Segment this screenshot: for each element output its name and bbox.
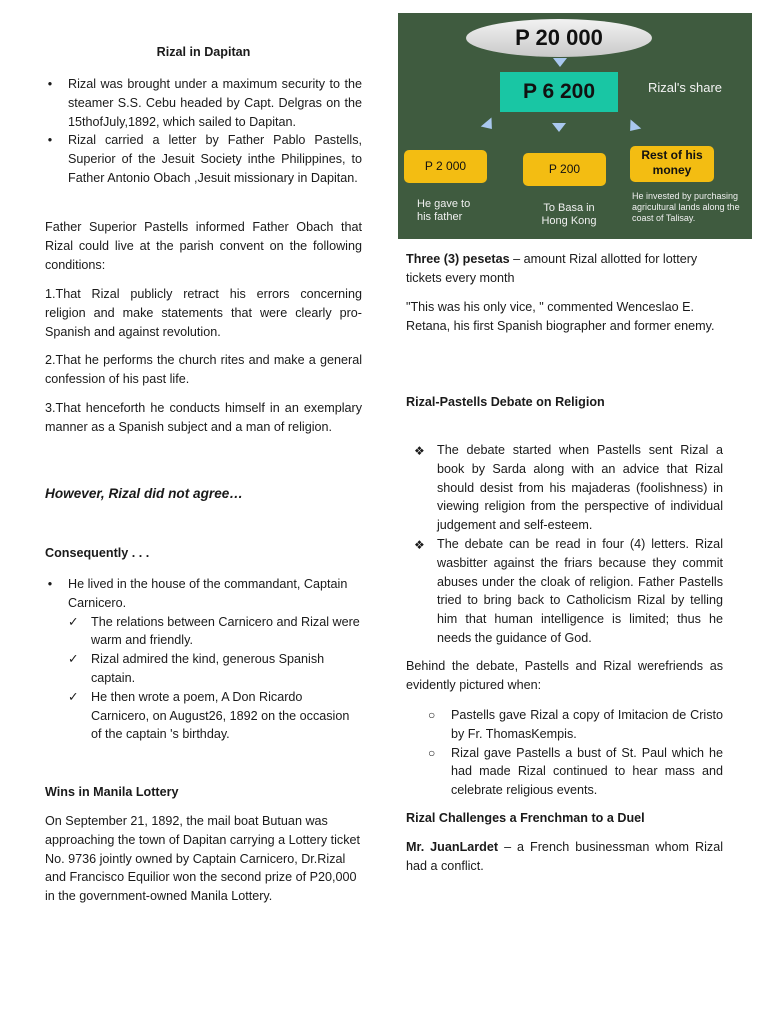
friendship-list xyxy=(406,706,723,800)
check-list-item: ✓ Rizal admired the kind, generous Spanish captain. xyxy=(68,652,325,685)
checkmark-icon: ✓ xyxy=(68,614,79,629)
check-list xyxy=(45,613,362,745)
conditions-intro: Father Superior Pastells informed Father Obach that Rizal could live at the parish convent on the following conditions: xyxy=(45,220,362,272)
list-item: ❖ The debate started when Pastells sent Rizal a book by Sarda along with an advice that Rizal should desist from his majaderas (foolishness) in viewing religion from the perspective of individual judgement and self-esteem. xyxy=(414,443,723,533)
lottery-share-diagram xyxy=(398,13,752,239)
consequently-heading: Consequently . . . xyxy=(45,546,150,560)
diamond-bullet-icon: ❖ xyxy=(414,537,425,552)
however-statement: However, Rizal did not agree… xyxy=(45,486,243,501)
arrow-down-icon xyxy=(552,123,566,132)
circle-bullet-icon: ○ xyxy=(428,708,436,722)
debate-heading: Rizal-Pastells Debate on Religion xyxy=(406,395,605,409)
check-list-item: ✓ The relations between Carnicero and Rizal were warm and friendly. xyxy=(68,614,360,648)
duel-heading: Rizal Challenges a Frenchman to a Duel xyxy=(406,811,645,825)
list-item: • He lived in the house of the commandant, Captain Carnicero. xyxy=(45,575,362,613)
list-item: ○ Pastells gave Rizal a copy of Imitacion de Cristo by Fr. ThomasKempis. xyxy=(428,708,723,741)
list-item: ○ Rizal gave Pastells a bust of St. Paul which he had made Rizal continued to hear mass and celebrate religious events. xyxy=(428,745,723,798)
arrow-down-left-icon xyxy=(481,118,498,134)
arrow-down-right-icon xyxy=(625,120,642,136)
bullet-dot-icon: • xyxy=(47,133,53,148)
invest-caption: He invested by purchasing agricultural lands along the coast of Talisay. xyxy=(632,191,740,223)
checkmark-icon: ✓ xyxy=(68,689,79,704)
lottery-heading: Wins in Manila Lottery xyxy=(45,785,179,799)
debate-list xyxy=(406,441,723,648)
lardet-paragraph: Mr. JuanLardet – a French businessman whom Rizal had a conflict. xyxy=(406,840,723,873)
left-intro-bullets xyxy=(45,75,362,188)
behind-debate-paragraph: Behind the debate, Pastells and Rizal werefriends as evidently pictured when: xyxy=(406,659,723,692)
list-item: • Rizal was brought under a maximum security to the steamer S.S. Cebu headed by Capt. Delgras on the 15thofJuly,1892, which sailed to Dapitan. xyxy=(45,75,362,131)
rizal-share-label: Rizal's share xyxy=(648,80,723,95)
bullet-dot-icon: • xyxy=(47,77,53,91)
pesetas-paragraph: Three (3) pesetas – amount Rizal allotted for lottery tickets every month xyxy=(406,252,698,285)
section-title-rizal-in-dapitan: Rizal in Dapitan xyxy=(156,45,251,59)
basa-caption: To Basa in Hong Kong xyxy=(541,202,597,227)
condition-3: 3.That henceforth he conducts himself in an exemplary manner as a Spanish subject and a man of religion. xyxy=(45,401,362,434)
condition-2: 2.That he performs the church rites and make a general confession of his past life. xyxy=(45,353,362,386)
circle-bullet-icon: ○ xyxy=(428,745,436,760)
list-item: ❖ The debate can be read in four (4) letters. Rizal wasbitter against the friars because they commit abuses under the cloak of religion. Father Pastells tried to bring back to Catholicism Rizal by telling him that human intelligence is limited; thus he needs the guidance of God. xyxy=(414,536,723,645)
condition-1: 1.That Rizal publicly retract his errors concerning religion and make statements that were clearly pro-Spanish and against revolution. xyxy=(45,287,362,339)
arrow-down-icon xyxy=(553,58,567,67)
rizal-share-box: P 6 200 xyxy=(500,72,618,112)
father-amount-box: P 2 000 xyxy=(404,150,487,183)
vice-quote: "This was his only vice, " commented Wenceslao E. Retana, his first Spanish biographer and former enemy. xyxy=(406,300,715,333)
father-caption: He gave to his father xyxy=(417,198,471,223)
lottery-paragraph: On September 21, 1892, the mail boat Butuan was approaching the town of Dapitan carrying a Lottery ticket No. 9736 jointly owned by Captain Carnicero, Dr.Rizal and Francisco Equilior won the second prize of P20,000 in the government-owned Manila Lottery. xyxy=(45,814,361,904)
rest-of-money-box: Rest of his money xyxy=(630,146,714,182)
checkmark-icon: ✓ xyxy=(68,652,79,667)
basa-amount-box: P 200 xyxy=(523,153,606,186)
list-item: • Rizal carried a letter by Father Pablo Pastells, Superior of the Jesuit Society inthe Philippines, to Father Antonio Obach ,Jesuit missionary in Dapitan. xyxy=(45,131,362,187)
bullet-dot-icon: • xyxy=(47,577,53,591)
total-prize-ellipse: P 20 000 xyxy=(466,19,652,57)
carnicero-list xyxy=(45,575,362,744)
check-list-item: ✓ He then wrote a poem, A Don Ricardo Carnicero, on August26, 1892 on the occasion of the captain 's birthday. xyxy=(68,689,350,742)
diamond-bullet-icon: ❖ xyxy=(414,444,425,458)
